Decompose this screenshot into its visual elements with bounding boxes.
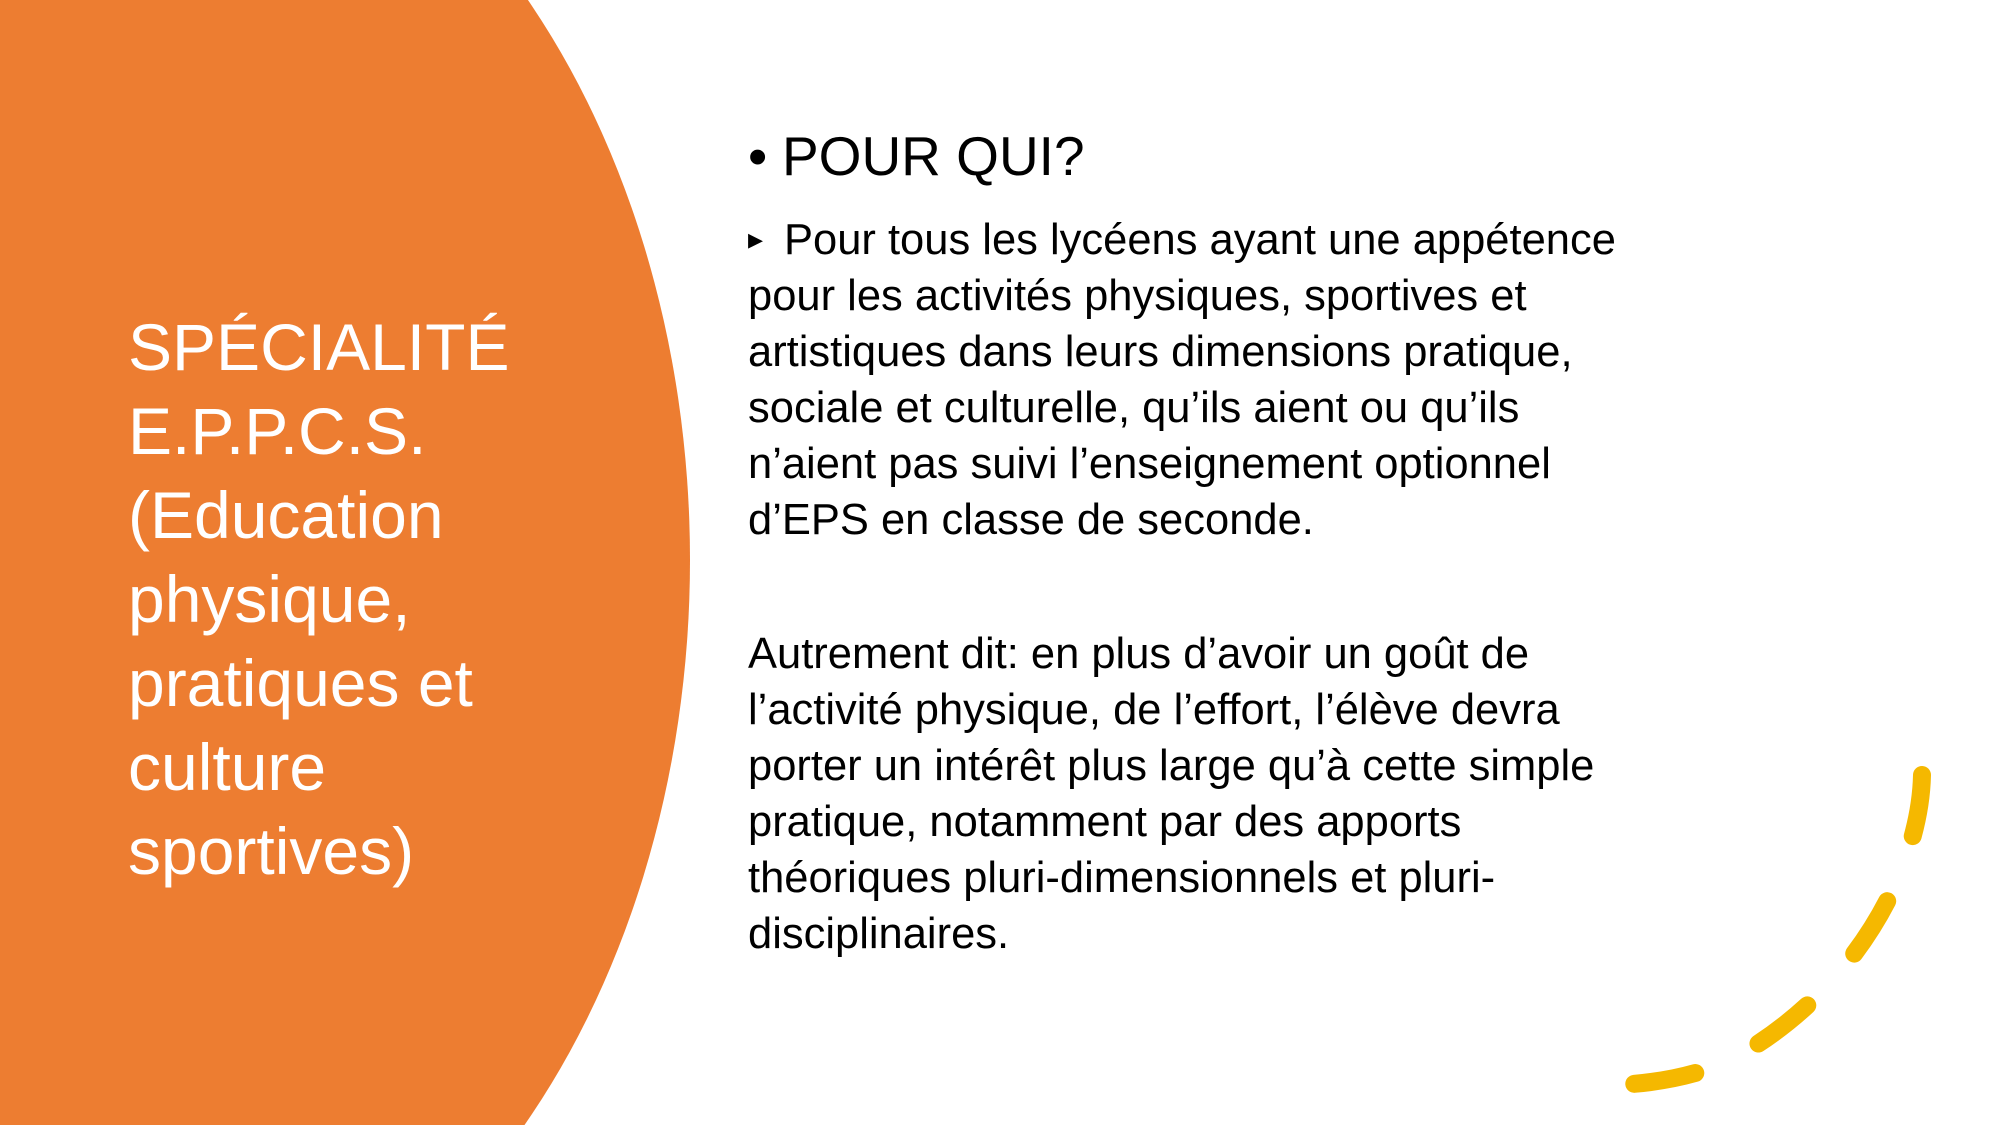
paragraph-line: théoriques pluri-dimensionnels et pluri- <box>748 854 1496 902</box>
title-line: culture <box>128 730 327 804</box>
paragraph-line: sociale et culturelle, qu’ils aient ou qu’ils <box>748 384 1520 432</box>
paragraph-line: n’aient pas suivi l’enseignement optionnel <box>748 440 1551 488</box>
paragraph-line: d’EPS en classe de seconde. <box>748 496 1314 544</box>
dashed-stroke <box>1580 775 1922 1085</box>
paragraph-line: pour les activités physiques, sportives et <box>748 272 1527 320</box>
paragraph-line: Autrement dit: en plus d’avoir un goût de <box>748 630 1530 678</box>
heading-text: POUR QUI? <box>782 125 1085 187</box>
triangle-bullet-icon: ▸ <box>748 223 764 256</box>
paragraph-line: pratique, notamment par des apports <box>748 798 1462 846</box>
paragraph-line: artistiques dans leurs dimensions pratique, <box>748 328 1573 376</box>
title-line: E.P.P.C.S. <box>128 394 427 468</box>
paragraph-line-text: Pour tous les lycéens ayant une appétence <box>784 216 1616 264</box>
bullet-icon: • <box>748 125 768 187</box>
section-heading <box>748 118 1848 194</box>
paragraph-line: l’activité physique, de l’effort, l’élève devra <box>748 686 1560 734</box>
paragraph-line <box>748 212 1848 268</box>
paragraph-line: porter un intérêt plus large qu’à cette simple <box>748 742 1595 790</box>
title-line: pratiques et <box>128 646 473 720</box>
paragraph-target-audience <box>748 212 1848 548</box>
title-line: sportives) <box>128 814 415 888</box>
title-line: physique, <box>128 562 411 636</box>
dashed-curve-decoration <box>1540 745 1980 1105</box>
title-line: (Education <box>128 478 444 552</box>
title-line: SPÉCIALITÉ <box>128 310 510 384</box>
slide-title <box>128 305 598 893</box>
paragraph-line: disciplinaires. <box>748 910 1010 958</box>
